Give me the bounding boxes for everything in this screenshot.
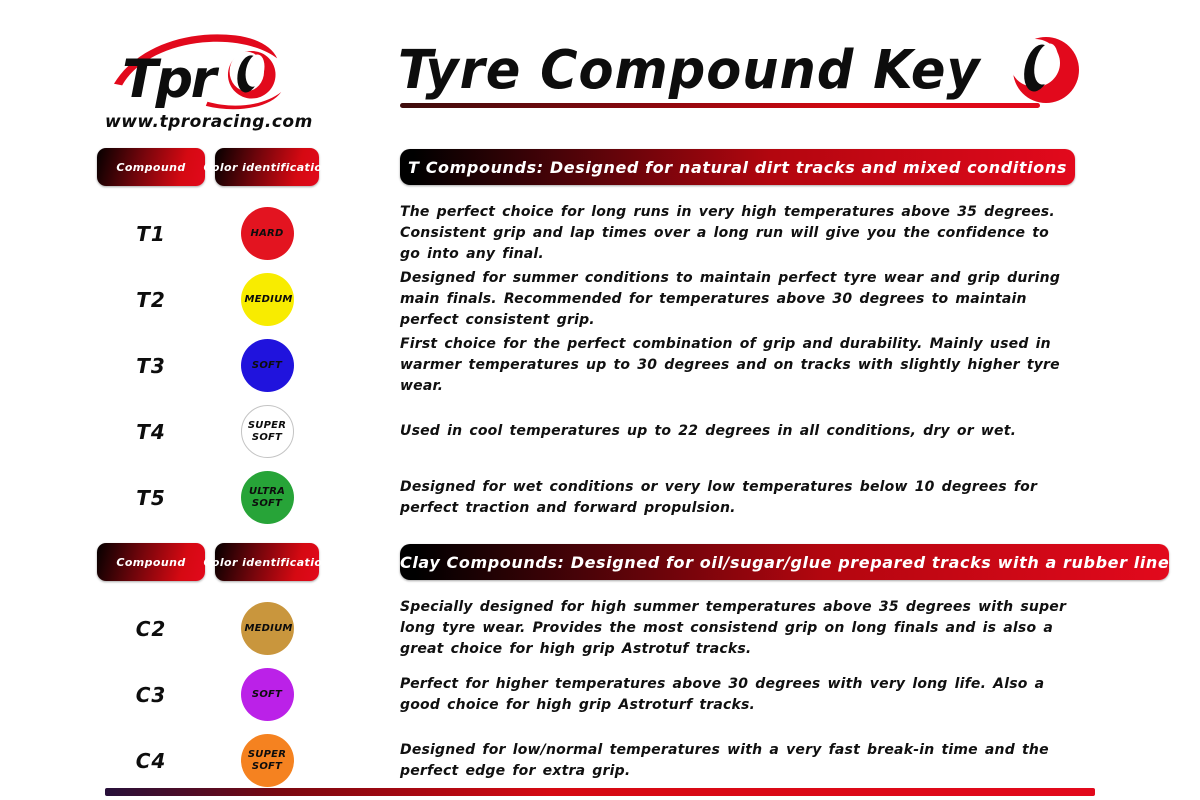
compound-color-circle (241, 734, 294, 787)
section-rows (97, 202, 1075, 529)
compound-color-circle (241, 602, 294, 655)
column-header-compound (97, 543, 205, 581)
section-title: Clay Compounds: Designed for oil/sugar/glue prepared tracks with a rubber line (400, 552, 1170, 572)
brand-logo (95, 28, 325, 132)
compound-description: Designed for wet conditions or very low temperatures below 10 degrees for perfect traction and forward propulsion. (400, 478, 1038, 516)
hardness-label: SOFT (251, 359, 283, 371)
color-identification-cell (215, 273, 319, 326)
svg-text:Tpr: Tpr (122, 48, 215, 110)
compound-label: C2 (135, 616, 167, 641)
compound-description: Perfect for higher temperatures above 30 degrees with very long life. Also a good choice for high grip Astroturf tracks. (400, 675, 1045, 713)
color-identification-cell (215, 207, 319, 260)
compound-label: C4 (135, 748, 167, 773)
color-identification-cell (215, 471, 319, 524)
tyre-icon (1008, 34, 1080, 106)
compound-row (97, 202, 1075, 265)
column-header-compound-label: Compound (116, 555, 186, 569)
compound-description: Specially designed for high summer temperatures above 35 degrees with super long tyre wear. Provides the most consistend grip on long finals and is also a great choice for high grip Astrotuf tracks. (400, 599, 1067, 657)
hardness-label: SOFT (251, 688, 283, 700)
compound-description: Designed for summer conditions to maintain perfect tyre wear and grip during main finals. Recommended for temperatures above 30 degrees to maintain perfect consistent grip. (400, 270, 1061, 328)
hardness-label: ULTRA SOFT (248, 486, 286, 509)
color-identification-cell (215, 602, 319, 655)
compound-row (97, 268, 1075, 331)
compound-row (97, 334, 1075, 397)
compound-color-circle (241, 405, 294, 458)
compound-section (97, 148, 1075, 529)
hardness-label: HARD (250, 227, 284, 239)
compound-color-circle (241, 668, 294, 721)
sections (97, 148, 1170, 800)
compound-label: T5 (136, 485, 166, 510)
compound-label: T4 (136, 419, 166, 444)
section-title-bar (400, 149, 1075, 185)
page-header (398, 40, 1098, 102)
hardness-label: SUPER SOFT (247, 749, 287, 772)
compound-row (97, 597, 1075, 660)
compound-description: Designed for low/normal temperatures with a very fast break-in time and the perfect edge for extra grip. (400, 741, 1049, 779)
column-header-compound (97, 148, 205, 186)
compound-row (97, 729, 1075, 792)
compound-color-circle (241, 339, 294, 392)
hardness-label: MEDIUM (244, 293, 293, 305)
footer-bar (105, 788, 1095, 796)
column-header-color-label: Color identification (203, 555, 331, 569)
color-identification-cell (215, 339, 319, 392)
compound-row (97, 466, 1075, 529)
section-title: T Compounds: Designed for natural dirt tracks and mixed conditions (408, 157, 1067, 177)
compound-label: T1 (136, 221, 166, 246)
color-identification-cell (215, 668, 319, 721)
column-header-color-identification (203, 543, 331, 581)
hardness-label: SUPER SOFT (247, 420, 287, 443)
column-header-compound-label: Compound (116, 160, 186, 174)
tpro-logo-icon (95, 28, 315, 110)
color-identification-cell (215, 734, 319, 787)
hardness-label: MEDIUM (244, 622, 293, 634)
compound-label: C3 (135, 682, 167, 707)
section-title-bar (400, 544, 1169, 580)
column-header-color-label: Color identification (203, 160, 331, 174)
column-header-color-identification (203, 148, 331, 186)
compound-color-circle (241, 471, 294, 524)
section-rows (97, 597, 1075, 792)
title-underline-swoosh (400, 103, 1040, 108)
compound-row (97, 663, 1075, 726)
compound-row (97, 400, 1075, 463)
section-header-row (97, 148, 1075, 186)
compound-label: T3 (136, 353, 166, 378)
compound-label: T2 (136, 287, 166, 312)
compound-description: The perfect choice for long runs in very high temperatures above 35 degrees. Consistent grip and lap times over a long run will give you the confidence to go into any final. (400, 204, 1055, 262)
page-title: Tyre Compound Key (398, 40, 981, 102)
compound-description: Used in cool temperatures up to 22 degrees in all conditions, dry or wet. (400, 423, 1017, 440)
compound-description: First choice for the perfect combination of grip and durability. Mainly used in warmer temperatures up to 30 degrees and on tracks with slightly higher tyre wear. (400, 336, 1060, 394)
brand-website: www.tproracing.com (105, 112, 313, 132)
compound-color-circle (241, 273, 294, 326)
color-identification-cell (215, 405, 319, 458)
compound-section (97, 543, 1170, 792)
section-header-row (97, 543, 1170, 581)
compound-color-circle (241, 207, 294, 260)
